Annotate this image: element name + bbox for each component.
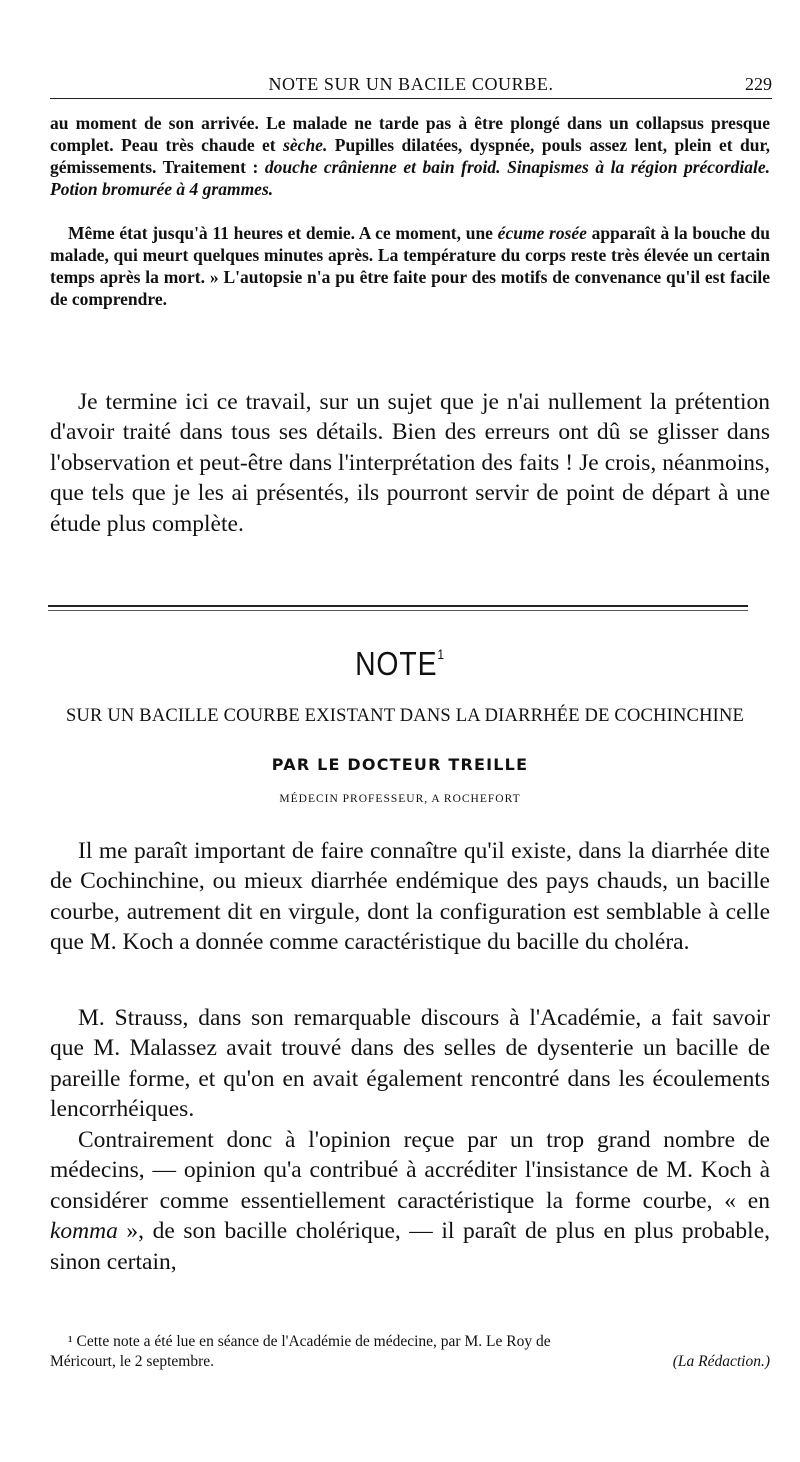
footnote-text-1: Cette note a été lue en séance de l'Académie de médecine, par M. Le Roy de bbox=[76, 1333, 551, 1350]
running-title: NOTE SUR UN BACILE COURBE. bbox=[268, 74, 554, 94]
footnote-text-2: Méricourt, le 2 septembre. bbox=[50, 1353, 214, 1370]
observation-p1-italic-2: douche crânienne et bain froid. Sinapismes à la région précordiale. Potion bromurée à 4 grammes. bbox=[50, 157, 770, 199]
note-footnote-marker: 1 bbox=[437, 646, 445, 662]
note-title bbox=[56, 645, 744, 683]
observation-p2-text-1: Même état jusqu'à 11 heures et demie. A ce moment, une bbox=[68, 223, 498, 243]
footnote-line-1 bbox=[50, 1332, 770, 1352]
note-subtitle: SUR UN BACILLE COURBE EXISTANT DANS LA DIARRHÉE DE COCHINCHINE bbox=[65, 706, 745, 726]
note-p3-text-1: Contrairement donc à l'opinion reçue par un trop grand nombre de médecins, — opinion qu'a contribué à accréditer l'insistance de M. Koch à considérer comme essentiellement caractéristique la forme courbe, « en bbox=[50, 1127, 770, 1214]
note-title-text: NOTE bbox=[355, 645, 438, 682]
page-number: 229 bbox=[745, 74, 772, 94]
note-p3-text-2: », de son bacille cholérique, — il paraît de plus en plus probable, sinon certain, bbox=[50, 1218, 770, 1275]
note-p3-italic-komma: komma bbox=[50, 1218, 118, 1245]
footnote bbox=[50, 1332, 770, 1372]
note-paragraph-2: M. Strauss, dans son remarquable discours à l'Académie, a fait savoir que M. Malassez avait trouvé dans des selles de dysenterie un bacille de pareille forme, et qu'on en avait également rencontré dans les écoulements lencorrhéiques. bbox=[50, 1005, 770, 1123]
observation-p1-text-1: au moment de son arrivée. Le malade ne tarde pas à être plongé dans un collapsus presque complet. Peau très chaude et bbox=[50, 113, 770, 155]
observation-paragraph-2 bbox=[50, 222, 770, 310]
note-affiliation: MÉDECIN PROFESSEUR, A ROCHEFORT bbox=[279, 793, 521, 805]
observation-p1-text-2: Pupilles dilatées, dyspnée, pouls assez lent, plein et dur, gémissements. Traitement : bbox=[50, 135, 770, 177]
note-paragraph-1: Il me paraît important de faire connaître qu'il existe, dans la diarrhée dite de Cochinchine, ou mieux diarrhée endémique des pays chauds, un bacille courbe, autrement dit en virgule, dont la configuration est semblable à celle que M. Koch a donnée comme caractéristique du bacille du choléra. bbox=[50, 838, 770, 956]
note-author: PAR LE DOCTEUR TREILLE bbox=[271, 755, 529, 774]
section-separator-thin bbox=[48, 610, 748, 611]
note-paragraph-3 bbox=[50, 1125, 770, 1277]
conclusion-paragraph: Je termine ici ce travail, sur un sujet que je n'ai nullement la prétention d'avoir traité dans tous ses détails. Bien des erreurs ont dû se glisser dans l'observation et peut-être dans l'interprétation des faits ! Je crois, néanmoins, que tels que je les ai présentés, ils pourront servir de point de départ à une étude plus complète. bbox=[50, 389, 770, 537]
section-separator bbox=[48, 605, 748, 607]
footnote-line-2 bbox=[50, 1352, 770, 1372]
observation-paragraph-1 bbox=[50, 112, 770, 200]
footnote-signature: (La Rédaction.) bbox=[672, 1353, 770, 1370]
observation-p2-italic-1: écume rosée bbox=[497, 223, 587, 243]
footnote-marker: ¹ bbox=[68, 1333, 73, 1350]
observation-p2-text-2: apparaît à la bouche du malade, qui meurt quelques minutes après. La température du corps reste très élevée un certain temps après la mort. » L'autopsie n'a pu être faite pour des motifs de convenance qu'il est facile de comprendre. bbox=[50, 223, 771, 309]
running-header bbox=[50, 72, 772, 99]
observation-p1-italic-1: sèche. bbox=[283, 135, 328, 155]
